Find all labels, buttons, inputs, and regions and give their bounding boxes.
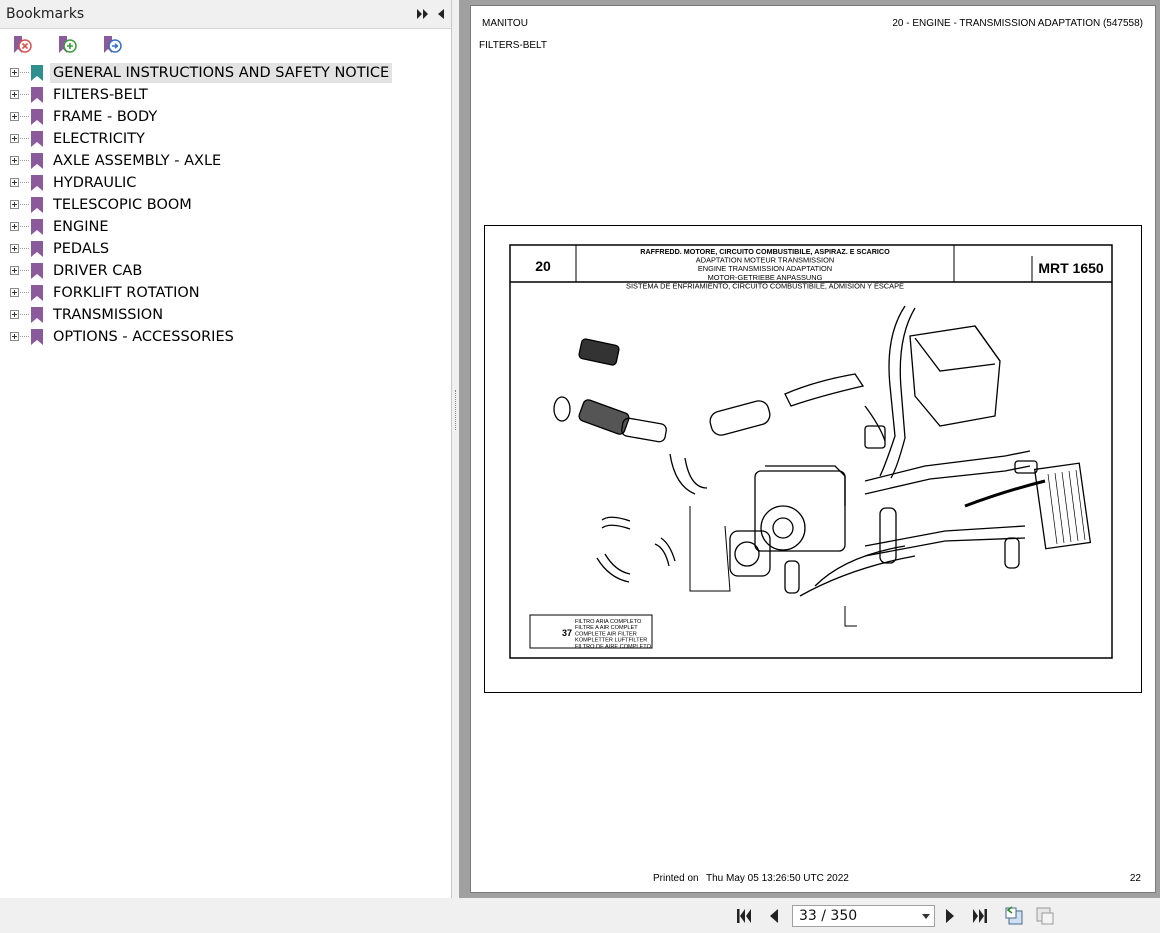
remove-bookmark-icon[interactable]: [10, 33, 34, 57]
tree-connector: [20, 270, 29, 271]
page-section-title: 20 - ENGINE - TRANSMISSION ADAPTATION (547558): [892, 18, 1143, 29]
bookmarks-tree: [0, 62, 450, 348]
bookmark-label: HYDRAULIC: [53, 175, 137, 191]
bookmark-icon: [30, 174, 44, 192]
expand-plus-icon[interactable]: [10, 90, 19, 99]
bookmark-icon: [30, 262, 44, 280]
tree-connector: [20, 160, 29, 161]
bookmark-label: TELESCOPIC BOOM: [53, 197, 192, 213]
tree-connector: [20, 292, 29, 293]
panel-float-icon[interactable]: [416, 7, 430, 21]
tree-connector: [20, 204, 29, 205]
expand-plus-icon[interactable]: [10, 68, 19, 77]
legend-line: FILTRE A AIR COMPLET: [575, 625, 638, 632]
navigation-toolbar: [0, 898, 1160, 933]
bookmark-label: FORKLIFT ROTATION: [53, 285, 200, 301]
bookmark-label: FRAME - BODY: [53, 109, 158, 125]
bookmark-label: PEDALS: [53, 241, 110, 257]
last-page-icon[interactable]: [970, 906, 990, 926]
expand-plus-icon[interactable]: [10, 244, 19, 253]
bookmark-icon: [30, 86, 44, 104]
bookmark-label: ELECTRICITY: [53, 131, 145, 147]
bookmark-icon: [30, 306, 44, 324]
legend-number: 37: [562, 628, 573, 638]
bookmark-label: FILTERS-BELT: [53, 87, 148, 103]
drawing-title-line: MOTOR-GETRIEBE ANPASSUNG: [707, 272, 823, 282]
bookmark-icon: [30, 196, 44, 214]
illustration-parts: [554, 306, 1090, 626]
bookmark-icon: [30, 64, 44, 82]
bookmark-item[interactable]: [0, 216, 450, 238]
tree-connector: [20, 336, 29, 337]
page-subtitle: FILTERS-BELT: [479, 40, 547, 51]
bookmark-item[interactable]: [0, 194, 450, 216]
tree-connector: [20, 72, 29, 73]
bookmark-icon: [30, 108, 44, 126]
tree-connector: [20, 116, 29, 117]
bookmark-item[interactable]: [0, 172, 450, 194]
bookmark-item[interactable]: [0, 238, 450, 260]
bookmark-icon: [30, 218, 44, 236]
tree-connector: [20, 314, 29, 315]
bookmarks-panel-title: Bookmarks: [6, 6, 85, 22]
bookmark-label: GENERAL INSTRUCTIONS AND SAFETY NOTICE: [50, 63, 392, 83]
next-page-icon[interactable]: [940, 906, 960, 926]
tree-connector: [20, 226, 29, 227]
printed-on-label: Printed on: [653, 873, 699, 884]
expand-plus-icon[interactable]: [10, 134, 19, 143]
bookmark-item[interactable]: [0, 106, 450, 128]
bookmark-item[interactable]: [0, 150, 450, 172]
bookmark-item[interactable]: [0, 128, 450, 150]
legend-line: COMPLETE AIR FILTER: [575, 631, 637, 638]
tree-connector: [20, 138, 29, 139]
expand-plus-icon[interactable]: [10, 288, 19, 297]
bookmark-item[interactable]: [0, 62, 450, 84]
page-indicator: 33 / 350: [799, 908, 858, 924]
drawing-title-line: SISTEMA DE ENFRIAMIENTO, CIRCUITO COMBUSTIBILE, ADMISION Y ESCAPE: [626, 281, 904, 291]
goto-bookmark-icon[interactable]: [100, 33, 124, 57]
page-footer-number: 22: [1129, 873, 1141, 884]
expand-plus-icon[interactable]: [10, 156, 19, 165]
drawing-title-lines: [626, 247, 904, 290]
bookmark-label: AXLE ASSEMBLY - AXLE: [53, 153, 222, 169]
document-viewer[interactable]: [459, 0, 1160, 898]
page-number-select[interactable]: [792, 905, 935, 927]
bookmark-item[interactable]: [0, 260, 450, 282]
drawing-title-line: RAFFREDD. MOTORE, CIRCUITO COMBUSTIBILE, ASPIRAZ. E SCARICO: [640, 247, 890, 256]
chevron-down-icon: [922, 914, 930, 919]
printed-date: Thu May 05 13:26:50 UTC 2022: [706, 873, 849, 884]
legend-line: FILTRO DE AIRE COMPLETO: [575, 643, 651, 650]
expand-plus-icon[interactable]: [10, 332, 19, 341]
legend-text-lines: [575, 619, 652, 650]
drawing-title-line: ADAPTATION MOTEUR TRANSMISSION: [695, 255, 835, 265]
tree-connector: [20, 94, 29, 95]
bookmark-label: TRANSMISSION: [53, 307, 164, 323]
expand-plus-icon[interactable]: [10, 200, 19, 209]
bookmark-icon: [30, 240, 44, 258]
go-forward-icon[interactable]: [1034, 905, 1056, 927]
bookmark-icon: [30, 284, 44, 302]
bookmark-icon: [30, 152, 44, 170]
expand-plus-icon[interactable]: [10, 222, 19, 231]
go-back-icon[interactable]: [1003, 905, 1025, 927]
expand-plus-icon[interactable]: [10, 178, 19, 187]
bookmark-item[interactable]: [0, 84, 450, 106]
bookmark-item[interactable]: [0, 304, 450, 326]
first-page-icon[interactable]: [734, 906, 754, 926]
previous-page-icon[interactable]: [764, 906, 784, 926]
expand-plus-icon[interactable]: [10, 112, 19, 121]
bookmark-item[interactable]: [0, 282, 450, 304]
splitter-grip: [455, 390, 457, 430]
expand-plus-icon[interactable]: [10, 310, 19, 319]
bookmarks-panel: [0, 0, 452, 898]
plate-number: 20: [535, 258, 551, 274]
parts-drawing-frame: [484, 225, 1142, 693]
document-page: [470, 5, 1156, 893]
bookmarks-panel-header: [0, 0, 451, 29]
panel-collapse-icon[interactable]: [436, 7, 446, 21]
bookmark-item[interactable]: [0, 326, 450, 348]
expand-plus-icon[interactable]: [10, 266, 19, 275]
bookmark-label: ENGINE: [53, 219, 109, 235]
drawing-title-line: ENGINE TRANSMISSION ADAPTATION: [697, 264, 833, 274]
page-brand: MANITOU: [482, 18, 528, 29]
tree-connector: [20, 248, 29, 249]
model-name: MRT 1650: [1038, 260, 1104, 276]
tree-connector: [20, 182, 29, 183]
legend-line: FILTRO ARIA COMPLETO: [575, 619, 642, 625]
bookmark-label: DRIVER CAB: [53, 263, 143, 279]
bookmark-label: OPTIONS - ACCESSORIES: [53, 329, 234, 345]
bookmark-icon: [30, 328, 44, 346]
parts-exploded-drawing: [485, 226, 1141, 692]
bookmark-icon: [30, 130, 44, 148]
legend-line: KOMPLETTER LUFTFILTER: [575, 637, 648, 644]
add-bookmark-icon[interactable]: [55, 33, 79, 57]
